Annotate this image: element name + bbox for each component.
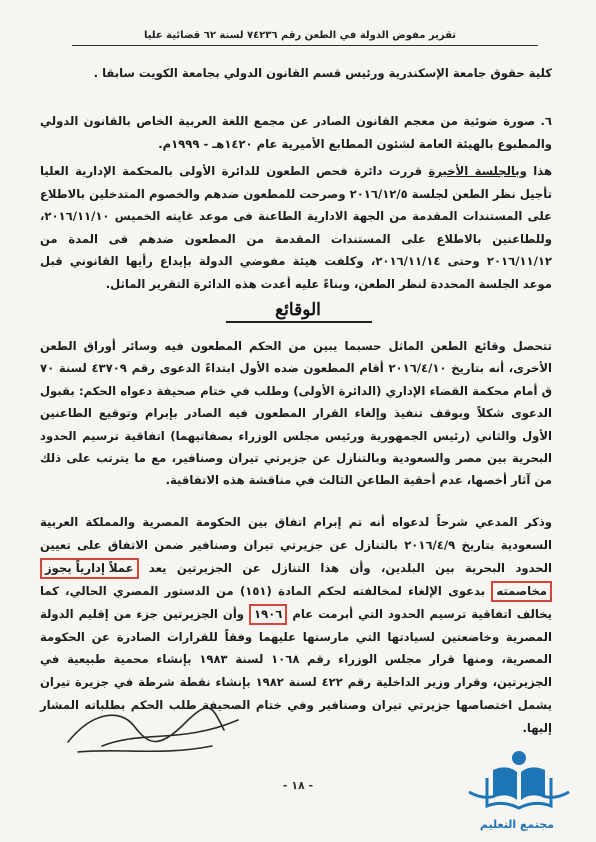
paragraph-5-part-a: وذكر المدعي شرحاً لدعواه أنه تم إبرام اتفاق بين الحكومة المصرية والمملكة العربية السعودية بتاريخ ٢٠١٦/٤/٩ بالتنازل عن جزيرتي تيران وصنافير ضمن الاتفاق على تعيين الحدود البحرية بين البلدين، وأن هذا التنازل عن الجزيرتين يعد: [40, 515, 552, 575]
highlight-box-2: مخاصمته: [491, 581, 552, 602]
section-title: الوقائع: [275, 300, 321, 320]
paragraph-5-part-c: بدعوى الإلغاء لمخالفته لحكم المادة (١٥١) من الدستور المصري الحالي، كما يخالف اتفاقية ترسيم الحدود التي أبرمت عام: [40, 583, 552, 621]
highlight-box-3: ١٩٠٦: [249, 604, 287, 625]
paragraph-3-lead: هذا: [526, 164, 552, 178]
highlight-box-1: عملاً إدارياً يجوز: [40, 558, 139, 579]
paragraph-3-underlined: وبالجلسة الأخيرة: [428, 164, 527, 178]
watermark: [447, 748, 587, 836]
paragraph-3: [40, 160, 552, 296]
paragraph-2: ٦. صورة ضوئية من معجم القانون الصادر عن مجمع اللغة العربية الخاص بالقانون الدولي والمطبوع بالهيئة العامة لشئون المطابع الأميرية عام ١٤٢٠هـ - ١٩٩٩م.: [40, 114, 552, 152]
section-title-underline: [226, 321, 372, 323]
paragraph-1: كلية حقوق جامعة الإسكندرية ورئيس قسم القانون الدولي بجامعة الكويت سابقا .: [93, 66, 552, 80]
signature-icon: [62, 700, 252, 760]
paragraph-4: تتحصل وقائع الطعن الماثل حسبما يبين من الحكم المطعون فيه وسائر أوراق الطعن الأخرى، أنه بتاريخ ٢٠١٦/٤/١٠ أقام المطعون ضده الأول ابتداءً الدعوى رقم ٤٣٧٠٩ لسنة ٧٠ ق أمام محكمة القضاء الإداري (الدائرة الأولى) وطلب في ختام صحيفة دعواه الحكم: بقبول الدعوى شكلاً وبوقف تنفيذ وإلغاء القرار المطعون فيه الصادر بإبرام وتوقيع الطاعنين الأول والثاني (رئيس الجمهورية ورئيس مجلس الوزراء بصفاتيهما) اتفاقية ترسيم الحدود البحرية بين مصر والسعودية وبالتنازل عن جزيرتي تيران وصنافير، مع ما يترتب على ذلك من آثار أخصها، عدم أحقية الطاعن الثالث في مناقشة هذه الاتفاقية.: [40, 339, 552, 488]
header-rule: [72, 45, 538, 46]
book-logo-icon: [447, 748, 587, 818]
watermark-caption: مجتمع التعليم: [479, 818, 555, 831]
page-header: تقرير مفوض الدولة في الطعن رقم ٧٤٢٣٦ لسنة ٦٢ قضائية عليا: [143, 30, 457, 41]
paragraph-5-part-d: وأن الجزيرتين جزء من إقليم الدولة المصرية وخاضعتين لسيادتها التي مارستها عليهما وفقاً للقرارات الصادرة عن الحكومة المصرية، ومنها قرار مجلس الوزراء رقم ١٠٦٨ لسنة ١٩٨٣ بإنشاء محمية طبيعية في الجزيرتين، وقرار وزير الداخلية رقم ٤٢٢ لسنة ١٩٨٢ بإنشاء نقطة شرطة في جزيرة تيران يشمل اختصاصها جزيرتي تيران وصنافير وفي ختام الصحيفة طلب الحكم بطلباته المشار إليها.: [40, 606, 552, 736]
paragraph-3-rest: قررت دائرة فحص الطعون للدائرة الأولى بالمحكمة الإدارية العليا تأجيل نظر الطعن لجلسة ٢٠١٦/١٢/٥ وصرحت للمطعون ضدهم والخصوم المتدخلين بالاطلاع على المستندات المقدمة من الجهة الادارية الطاعنة فى موعد غايته الخميس ٢٠١٦/١١/١٠، وللطاعنين بالاطلاع على المستندات المقدمة من المطعون ضدهم فى المدة من ٢٠١٦/١١/١٢ وحتى ٢٠١٦/١١/١٤، وكلفت هيئة مفوضي الدولة بإيداع رأيها القانوني قبل موعد الجلسة المحددة لنظر الطعن، وبناءً عليه أعدت هذه الدائرة التقرير الماثل.: [40, 164, 552, 291]
page-number: - ١٨ -: [282, 779, 314, 792]
